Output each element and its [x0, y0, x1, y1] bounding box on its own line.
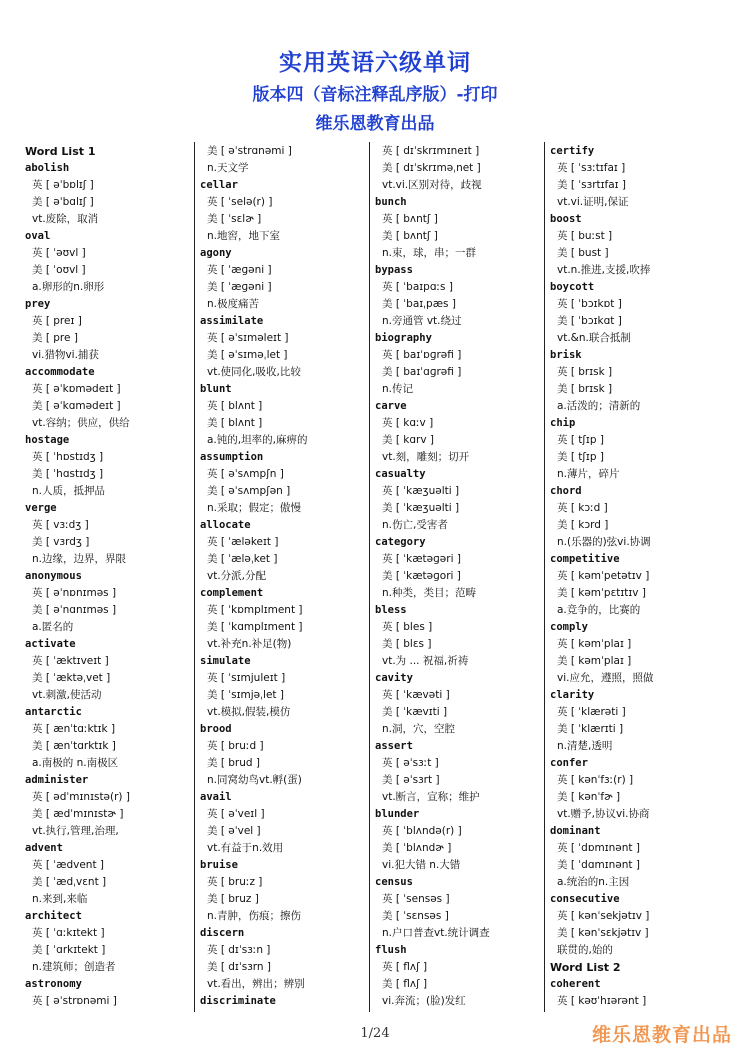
definition: n.(乐器的)弦vi.协调 [557, 536, 651, 548]
pronunciation: 英 [ əˈkɒmədeɪt ] [32, 383, 121, 395]
headword: bless [375, 604, 407, 616]
headword: verge [25, 502, 57, 514]
headword: brood [200, 723, 232, 735]
column-divider [369, 142, 370, 1012]
pronunciation: 美 [ ˈblʌndɚ ] [382, 842, 452, 854]
headword: anonymous [25, 570, 82, 582]
definition: n.采取；假定；傲慢 [207, 502, 301, 514]
pronunciation: 美 [ dɪˈsɜrn ] [207, 961, 271, 973]
headword: flush [375, 944, 407, 956]
pronunciation: 美 [ əˈnɑnɪməs ] [32, 604, 117, 616]
headword: assimilate [200, 315, 264, 327]
pronunciation: 英 [ blʌnt ] [207, 400, 263, 412]
headword: carve [375, 400, 407, 412]
pronunciation: 英 [ dɪˈsɜːn ] [207, 944, 271, 956]
headword: avail [200, 791, 232, 803]
pronunciation: 美 [ ˈkævɪti ] [382, 706, 448, 718]
pronunciation: 英 [ buːst ] [557, 230, 613, 242]
definition: n.来到,来临 [32, 893, 88, 905]
pronunciation: 美 [ ˈkɑmplɪment ] [207, 621, 303, 633]
headword: advent [25, 842, 63, 854]
definition: vt.有益于n.效用 [207, 842, 284, 854]
pronunciation: 美 [ ˈbɔɪkɑt ] [557, 315, 622, 327]
pronunciation: 美 [ vɜrdʒ ] [32, 536, 90, 548]
definition: vt.为 ... 祝福,祈祷 [382, 655, 469, 667]
pronunciation: 英 [ kəʊˈhɪərənt ] [557, 995, 647, 1007]
pronunciation: 美 [ əˈbɑlɪʃ ] [32, 196, 94, 208]
definition: vi.应允，遵照，照做 [557, 672, 654, 684]
page-number: 1/24 [360, 1026, 390, 1041]
headword: cellar [200, 179, 238, 191]
pronunciation: 英 [ ˈklærəti ] [557, 706, 626, 718]
pronunciation: 美 [ kɑrv ] [382, 434, 434, 446]
pronunciation: 英 [ ˈkætəɡəri ] [382, 553, 461, 565]
definition: a.南极的 n.南极区 [32, 757, 119, 769]
pronunciation: 美 [ kənˈsɛkjətɪv ] [557, 927, 649, 939]
definition: n.天文学 [207, 162, 249, 174]
page-title: 实用英语六级单词 [279, 50, 471, 76]
definition: a.统治的n.主因 [557, 876, 630, 888]
definition: n.清楚,透明 [557, 740, 613, 752]
column-divider [544, 142, 545, 1012]
pronunciation: 美 [ bust ] [557, 247, 609, 259]
headword: coherent [550, 978, 601, 990]
pronunciation: 英 [ ˈæləkeɪt ] [207, 536, 279, 548]
headword: brisk [550, 349, 582, 361]
definition: n.青肿，伤痕；擦伤 [207, 910, 301, 922]
pronunciation: 英 [ ˈdɒmɪnənt ] [557, 842, 640, 854]
pronunciation: 美 [ brɪsk ] [557, 383, 613, 395]
pronunciation: 美 [ ˈbaɪˌpæs ] [382, 298, 456, 310]
pronunciation: 英 [ ˈbaɪpɑːs ] [382, 281, 453, 293]
column-divider [194, 142, 195, 1012]
pronunciation: 英 [ dɪˈskrɪmɪneɪt ] [382, 145, 480, 157]
definition: vi.猎物vi.捕获 [32, 349, 99, 361]
definition: vt.使同化,吸收,比较 [207, 366, 301, 378]
pronunciation: 英 [ ˈædvent ] [32, 859, 105, 871]
pronunciation: 美 [ əˈvel ] [207, 825, 261, 837]
headword: hostage [25, 434, 70, 446]
word-list-header: Word List 2 [550, 961, 621, 974]
definition: vi.奔流；(脸)发红 [382, 995, 466, 1007]
pronunciation: 英 [ tʃɪp ] [557, 434, 604, 446]
pronunciation: 英 [ əˈbɒlɪʃ ] [32, 179, 94, 191]
pronunciation: 美 [ ænˈtɑrktɪk ] [32, 740, 116, 752]
pronunciation: 美 [ baɪˈɑɡrəfi ] [382, 366, 462, 378]
definition: n.束，球，串；一群 [382, 247, 476, 259]
headword: biography [375, 332, 432, 344]
headword: antarctic [25, 706, 82, 718]
pronunciation: 美 [ ˈsɛnsəs ] [382, 910, 449, 922]
headword: abolish [25, 162, 70, 174]
watermark-logo: 维乐恩教育出品 [591, 1024, 732, 1046]
pronunciation: 美 [ əˈsʌmpʃən ] [207, 485, 291, 497]
pronunciation: 英 [ preɪ ] [32, 315, 82, 327]
definition: vi.犯大错 n.大错 [382, 859, 461, 871]
headword: clarity [550, 689, 595, 701]
pronunciation: 英 [ ˈəʊvl ] [32, 247, 86, 259]
headword: architect [25, 910, 82, 922]
definition: n.边缘，边界，界限 [32, 553, 126, 565]
pronunciation: 美 [ kəmˈpɛtɪtɪv ] [557, 587, 646, 599]
definition: n.户口普查vt.统计调查 [382, 927, 490, 939]
headword: blunder [375, 808, 420, 820]
definition: n.伤亡,受害者 [382, 519, 448, 531]
pronunciation: 美 [ ˈoʊvl ] [32, 264, 86, 276]
definition: vt.容纳；供应，供给 [32, 417, 130, 429]
pronunciation: 美 [ ædˈmɪnɪstɚ ] [32, 808, 124, 820]
pronunciation: 英 [ ˈblʌndə(r) ] [382, 825, 462, 837]
pronunciation: 英 [ əˈnɒnɪməs ] [32, 587, 117, 599]
pronunciation: 美 [ əˈsɜrt ] [382, 774, 440, 786]
pronunciation: 英 [ bruːz ] [207, 876, 263, 888]
headword: bunch [375, 196, 407, 208]
definition: vt.&n.联合抵制 [557, 332, 631, 344]
pronunciation: 英 [ ˈsɪmjuleɪt ] [207, 672, 286, 684]
pronunciation: 英 [ əˈstrɒnəmi ] [32, 995, 117, 1007]
pronunciation: 英 [ ˈæɡəni ] [207, 264, 272, 276]
headword: chip [550, 417, 576, 429]
pronunciation: 英 [ ˈkævəti ] [382, 689, 450, 701]
pronunciation: 美 [ kɔrd ] [557, 519, 609, 531]
pronunciation: 英 [ ˈsensəs ] [382, 893, 450, 905]
word-column-3 [375, 143, 540, 1010]
headword: blunt [200, 383, 232, 395]
headword: discern [200, 927, 245, 939]
pronunciation: 美 [ əˈstrɑnəmi ] [207, 145, 292, 157]
page-subtitle: 版本四（音标注释乱序版）-打印 [252, 85, 498, 105]
headword: simulate [200, 655, 251, 667]
pronunciation: 英 [ ænˈtɑːktɪk ] [32, 723, 116, 735]
pronunciation: 美 [ ˈdɑmɪnənt ] [557, 859, 640, 871]
pronunciation: 美 [ ˈklærɪti ] [557, 723, 624, 735]
pronunciation: 英 [ kɑːv ] [382, 417, 434, 429]
pronunciation: 英 [ flʌʃ ] [382, 961, 428, 973]
pronunciation: 美 [ ˈkæʒuəlti ] [382, 502, 460, 514]
pronunciation: 英 [ kəmˈplaɪ ] [557, 638, 632, 650]
pronunciation: 美 [ blʌnt ] [207, 417, 263, 429]
headword: consecutive [550, 893, 620, 905]
definition: n.人质，抵押品 [32, 485, 105, 497]
definition: n.洞，穴，空腔 [382, 723, 455, 735]
headword: boycott [550, 281, 595, 293]
definition: vt.模拟,假装,模仿 [207, 706, 291, 718]
definition: n.旁通管 vt.绕过 [382, 315, 462, 327]
headword: census [375, 876, 413, 888]
pronunciation: 美 [ bʌntʃ ] [382, 230, 438, 242]
headword: competitive [550, 553, 620, 565]
pronunciation: 美 [ bruz ] [207, 893, 259, 905]
pronunciation: 英 [ ˈbɔɪkɒt ] [557, 298, 622, 310]
word-column-1 [25, 143, 190, 1010]
pronunciation: 美 [ tʃɪp ] [557, 451, 604, 463]
headword: oval [25, 230, 51, 242]
headword: boost [550, 213, 582, 225]
pronunciation: 美 [ kəmˈplaɪ ] [557, 655, 632, 667]
headword: bruise [200, 859, 238, 871]
definition: vt.废除，取消 [32, 213, 99, 225]
headword: certify [550, 145, 595, 157]
definition: n.传记 [382, 383, 413, 395]
definition: n.地窖，地下室 [207, 230, 280, 242]
pronunciation: 美 [ ˈæləˌket ] [207, 553, 278, 565]
pronunciation: 英 [ kənˈfɜː(r) ] [557, 774, 634, 786]
headword: comply [550, 621, 588, 633]
headword: dominant [550, 825, 601, 837]
pronunciation: 英 [ baɪˈɒɡrəfi ] [382, 349, 462, 361]
definition: vt.赠予,协议vi.协商 [557, 808, 650, 820]
definition: n.薄片，碎片 [557, 468, 620, 480]
headword: assert [375, 740, 413, 752]
pronunciation: 英 [ kɔːd ] [557, 502, 608, 514]
definition: a.钝的,坦率的,麻痹的 [207, 434, 308, 446]
definition: n.极度痛苦 [207, 298, 259, 310]
pronunciation: 美 [ ˈhɑstɪdʒ ] [32, 468, 104, 480]
pronunciation: 美 [ kənˈfɚ ] [557, 791, 621, 803]
headword: administer [25, 774, 89, 786]
pronunciation: 英 [ bʌntʃ ] [382, 213, 438, 225]
headword: chord [550, 485, 582, 497]
definition: vt.看出，辨出；辨别 [207, 978, 305, 990]
pronunciation: 英 [ əˈveɪl ] [207, 808, 265, 820]
headword: agony [200, 247, 232, 259]
pronunciation: 英 [ ˈæktɪveɪt ] [32, 655, 109, 667]
definition: 联贯的,始的 [557, 944, 613, 956]
headword: discriminate [200, 995, 276, 1007]
pronunciation: 美 [ ˈkætəɡori ] [382, 570, 461, 582]
word-list-header: Word List 1 [25, 145, 96, 158]
pronunciation: 英 [ bruːd ] [207, 740, 264, 752]
pronunciation: 英 [ kənˈsekjətɪv ] [557, 910, 650, 922]
headword: cavity [375, 672, 413, 684]
definition: vt.vi.证明,保证 [557, 196, 629, 208]
pronunciation: 美 [ ˈæktəˌvet ] [32, 672, 111, 684]
pronunciation: 英 [ əˈsɪməleɪt ] [207, 332, 289, 344]
headword: prey [25, 298, 51, 310]
headword: accommodate [25, 366, 95, 378]
headword: category [375, 536, 426, 548]
pronunciation: 美 [ ˈædˌvɛnt ] [32, 876, 107, 888]
pronunciation: 美 [ pre ] [32, 332, 78, 344]
pronunciation: 英 [ ədˈmɪnɪstə(r) ] [32, 791, 130, 803]
pronunciation: 美 [ ˈsɛlɚ ] [207, 213, 262, 225]
pronunciation: 美 [ ˈsɜrtɪfaɪ ] [557, 179, 627, 191]
headword: assumption [200, 451, 264, 463]
definition: vt.刻，雕刻；切开 [382, 451, 470, 463]
pronunciation: 美 [ əˈsɪməˌlet ] [207, 349, 288, 361]
definition: a.活泼的；清新的 [557, 400, 641, 412]
pronunciation: 英 [ ˈsɜːtɪfaɪ ] [557, 162, 626, 174]
definition: n.同窝幼鸟vt.孵(蛋) [207, 774, 302, 786]
pronunciation: 英 [ brɪsk ] [557, 366, 613, 378]
pronunciation: 英 [ kəmˈpetətɪv ] [557, 570, 650, 582]
pronunciation: 美 [ ˈsɪmjəˌlet ] [207, 689, 284, 701]
definition: vt.执行,管理,治理, [32, 825, 119, 837]
publisher-line: 维乐恩教育出品 [315, 114, 435, 134]
definition: a.卵形的n.卵形 [32, 281, 105, 293]
pronunciation: 英 [ ˈhɒstɪdʒ ] [32, 451, 104, 463]
definition: vt.n.推进,支援,吹捧 [557, 264, 651, 276]
pronunciation: 英 [ əˈsɜːt ] [382, 757, 439, 769]
headword: complement [200, 587, 264, 599]
word-column-4 [550, 143, 715, 1010]
pronunciation: 美 [ dɪˈskrɪməˌnet ] [382, 162, 481, 174]
definition: vt.分派,分配 [207, 570, 267, 582]
pronunciation: 美 [ brud ] [207, 757, 261, 769]
headword: bypass [375, 264, 413, 276]
definition: vt.补充n.补足(物) [207, 638, 292, 650]
pronunciation: 美 [ ˈæɡəni ] [207, 281, 272, 293]
headword: activate [25, 638, 76, 650]
pronunciation: 英 [ vɜːdʒ ] [32, 519, 89, 531]
pronunciation: 美 [ ˈɑrkɪtekt ] [32, 944, 106, 956]
definition: vt.vi.区别对待，歧视 [382, 179, 482, 191]
pronunciation: 英 [ əˈsʌmpʃn ] [207, 468, 284, 480]
pronunciation: 美 [ flʌʃ ] [382, 978, 428, 990]
definition: n.种类，类目；范畴 [382, 587, 476, 599]
pronunciation: 美 [ əˈkɑmədeɪt ] [32, 400, 121, 412]
word-column-2 [200, 143, 365, 1010]
pronunciation: 英 [ ˈkɒmplɪment ] [207, 604, 303, 616]
pronunciation: 英 [ bles ] [382, 621, 433, 633]
headword: allocate [200, 519, 251, 531]
definition: a.竞争的，比赛的 [557, 604, 641, 616]
headword: confer [550, 757, 588, 769]
headword: astronomy [25, 978, 82, 990]
definition: vt.刺激,使活动 [32, 689, 102, 701]
pronunciation: 英 [ ˈɑːkɪtekt ] [32, 927, 105, 939]
definition: n.建筑师；创造者 [32, 961, 116, 973]
pronunciation: 英 [ ˈkæʒuəlti ] [382, 485, 460, 497]
definition: a.匿名的 [32, 621, 74, 633]
definition: vt.断言，宣称；维护 [382, 791, 480, 803]
pronunciation: 美 [ blɛs ] [382, 638, 432, 650]
pronunciation: 英 [ ˈselə(r) ] [207, 196, 273, 208]
headword: casualty [375, 468, 426, 480]
